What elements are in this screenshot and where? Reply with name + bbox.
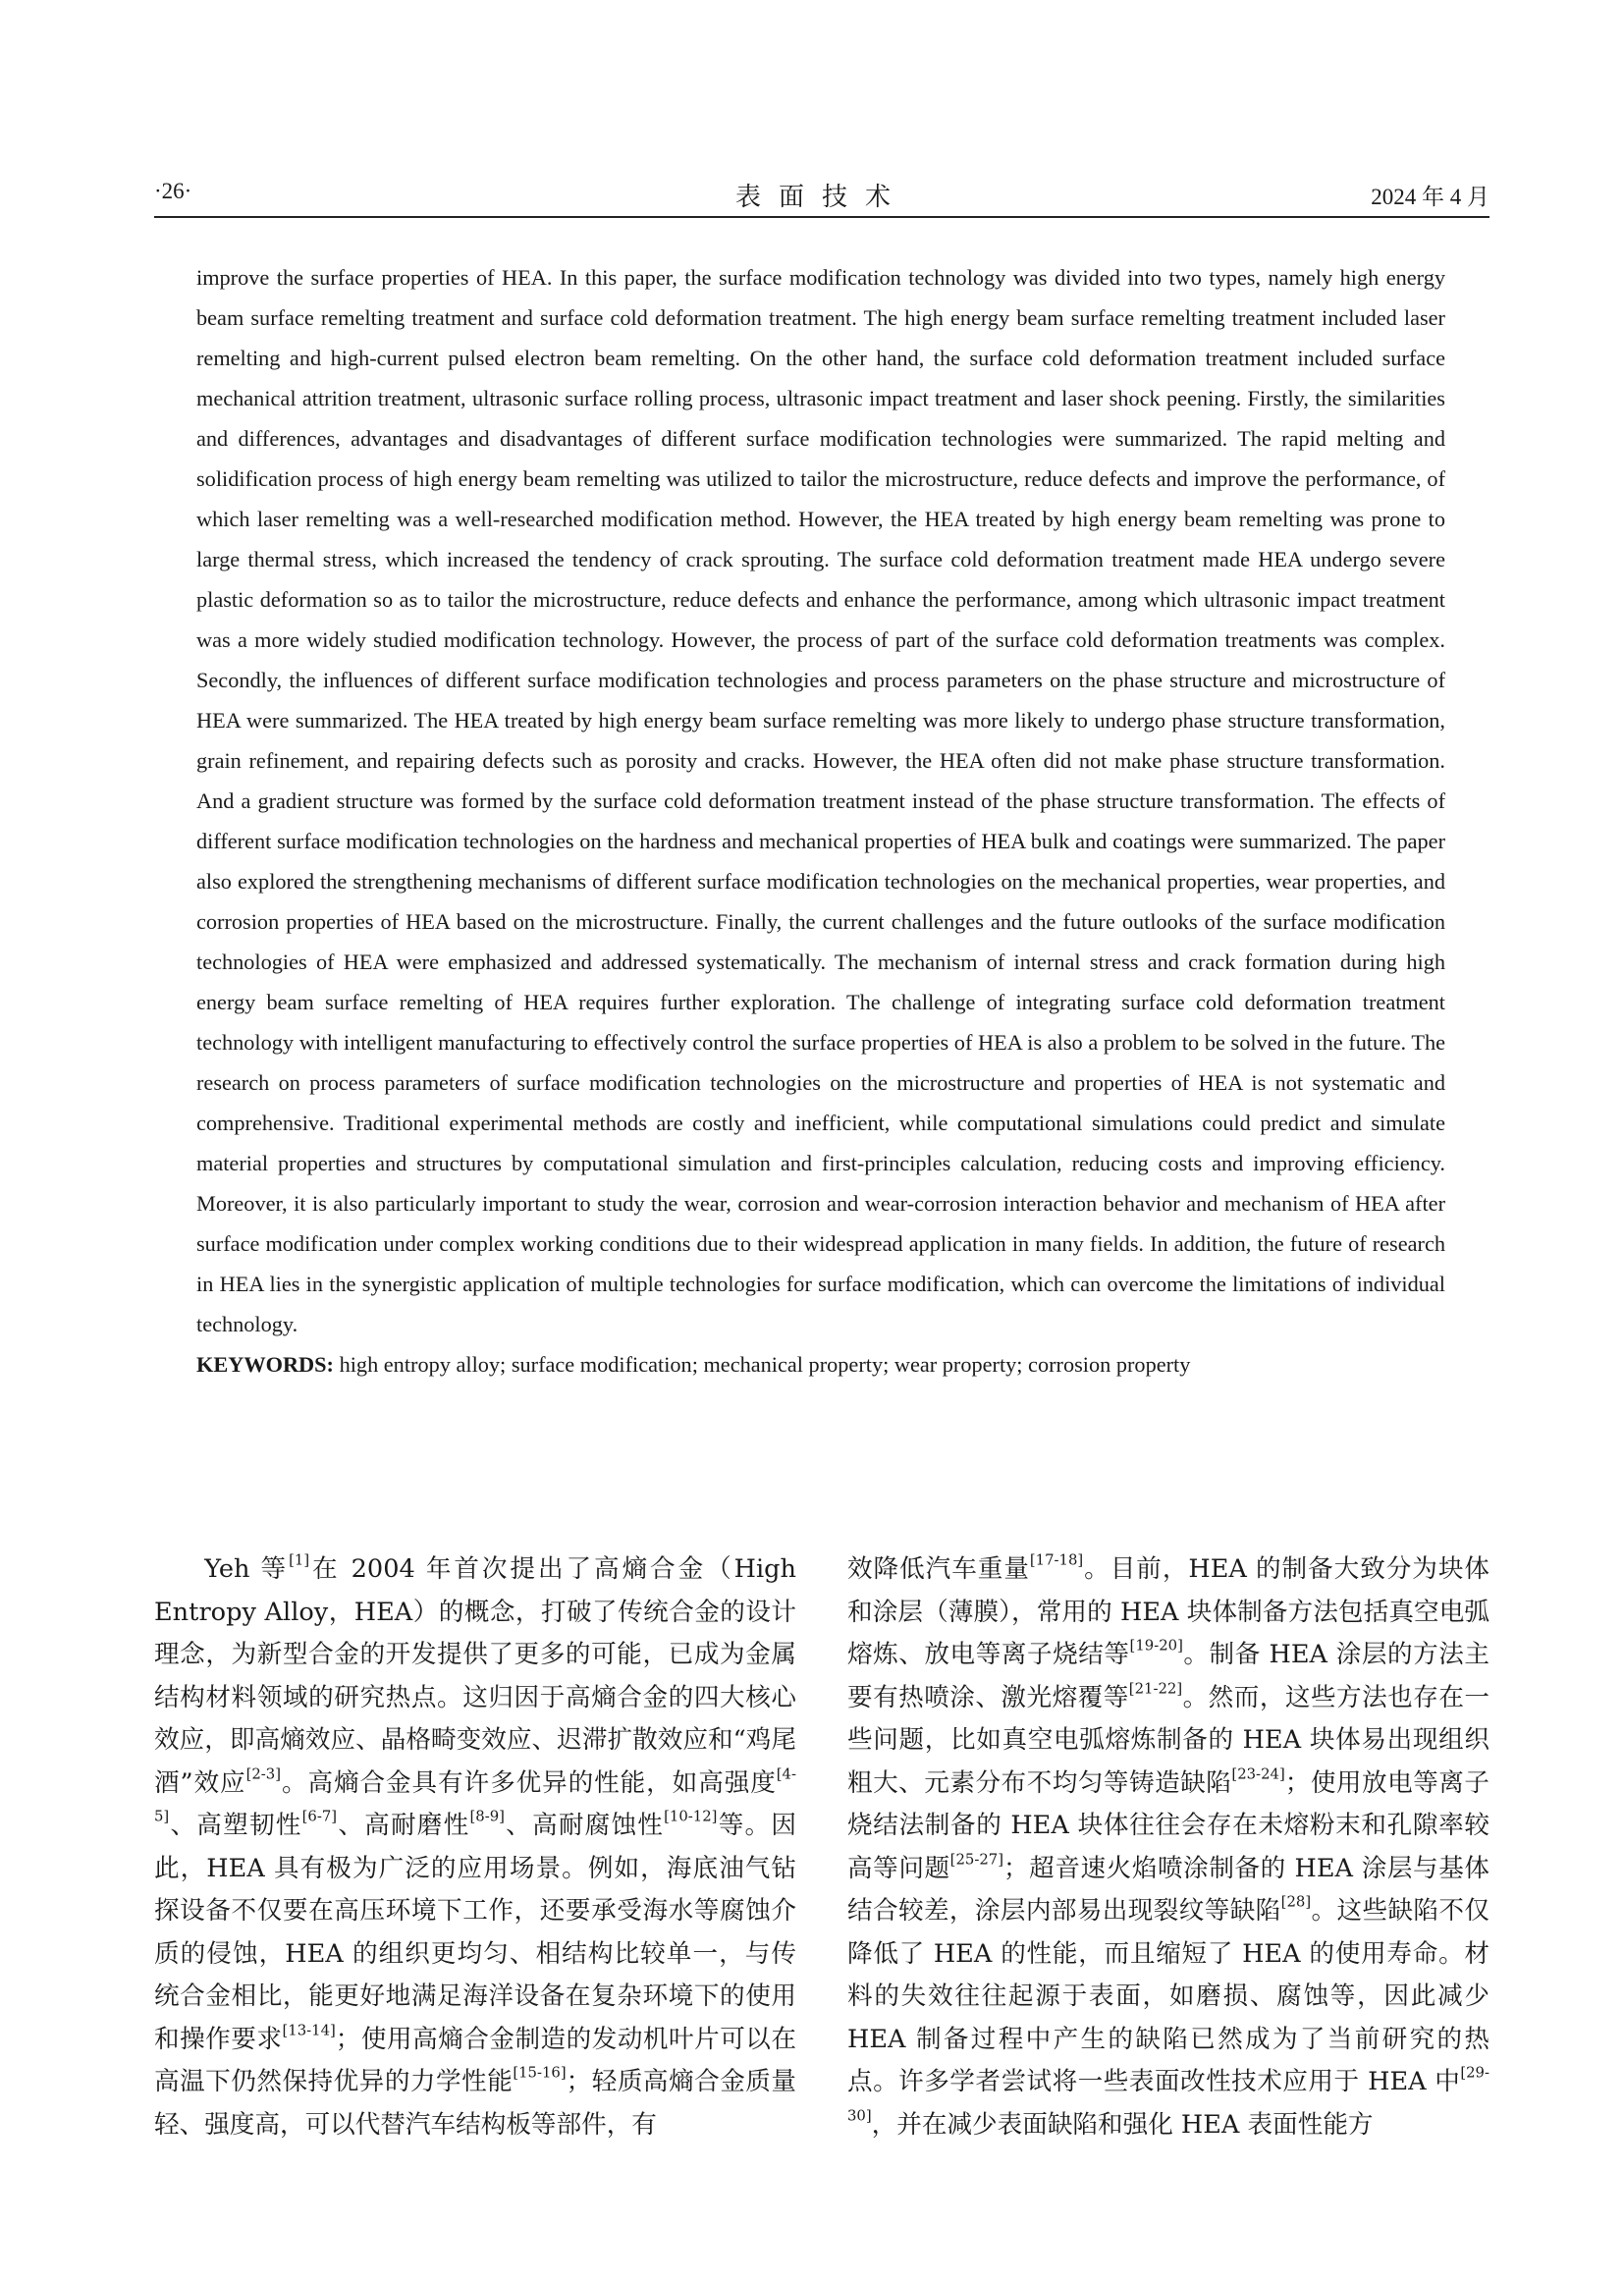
body-text: ；超音速火焰喷涂制备的 HEA 涂层与基体结合较差，涂层内部易出现裂纹等缺陷 xyxy=(847,1853,1489,1926)
body-text: 。然而，这些方法也存在一些问题，比如真空电弧熔炼制备的 HEA 块体易出现组织粗大、元素分布不均匀等铸造缺陷 xyxy=(847,1682,1489,1798)
body-text: ；使用高熵合金制造的发动机叶片可以在高温下仍然保持优异的力学性能 xyxy=(154,2024,796,2096)
citation-ref: [4-5] xyxy=(154,1764,796,1825)
keywords-label: KEYWORDS: xyxy=(196,1352,334,1377)
citation-ref: [17-18] xyxy=(1029,1551,1084,1569)
citation-ref: [10-12] xyxy=(664,1808,718,1825)
left-column xyxy=(154,1548,796,2146)
body-text: ；轻质高熵合金质量轻、强度高，可以代替汽车结构板等部件，有 xyxy=(154,2067,796,2140)
abstract-text: improve the surface properties of HEA. In this paper, the surface modification technology was divided into two types, namely high energy beam surface remelting treatment and surface cold deformation treatment. The high energy beam surface remelting treatment included laser remelting and high-current pulsed electron beam remelting. On the other hand, the surface cold deformation treatment included surface mechanical attrition treatment, ultrasonic surface rolling process, ultrasonic impact treatment and laser shock peening. Firstly, the similarities and differences, advantages and disadvantages of different surface modification technologies were summarized. The rapid melting and solidification process of high energy beam remelting was utilized to tailor the microstructure, reduce defects and improve the performance, of which laser remelting was a well-researched modification method. However, the HEA treated by high energy beam remelting was prone to large thermal stress, which increased the tendency of crack sprouting. The surface cold deformation treatment made HEA undergo severe plastic deformation so as to tailor the microstructure, reduce defects and enhance the performance, among which ultrasonic impact treatment was a more widely studied modification technology. However, the process of part of the surface cold deformation treatments was complex. Secondly, the influences of different surface modification technologies and process parameters on the phase structure and microstructure of HEA were summarized. The HEA treated by high energy beam surface remelting was more likely to undergo phase structure transformation, grain refinement, and repairing defects such as porosity and cracks. However, the HEA often did not make phase structure transformation. And a gradient structure was formed by the surface cold deformation treatment instead of the phase structure transformation. The effects of different surface modification technologies on the hardness and mechanical properties of HEA bulk and coatings were summarized. The paper also explored the strengthening mechanisms of different surface modification technologies on the mechanical properties, wear properties, and corrosion properties of HEA based on the microstructure. Finally, the current challenges and the future outlooks of the surface modification technologies of HEA were emphasized and addressed systematically. The mechanism of internal stress and crack formation during high energy beam surface remelting of HEA requires further exploration. The challenge of integrating surface cold deformation treatment technology with intelligent manufacturing to effectively control the surface properties of HEA is also a problem to be solved in the future. The research on process parameters of surface modification technologies on the microstructure and properties of HEA is not systematic and comprehensive. Traditional experimental methods are costly and inefficient, while computational simulations could predict and simulate material properties and structures by computational simulation and first-principles calculation, reducing costs and improving efficiency. Moreover, it is also particularly important to study the wear, corrosion and wear-corrosion interaction behavior and mechanism of HEA after surface modification under complex working conditions due to their widespread application in many fields. In addition, the future of research in HEA lies in the synergistic application of multiple technologies for surface modification, which can overcome the limitations of individual technology. xyxy=(196,265,1445,1336)
citation-ref: [6-7] xyxy=(301,1808,338,1825)
citation-ref: [13-14] xyxy=(282,2021,336,2038)
journal-title: 表面技术 xyxy=(734,183,908,211)
page-number: ·26· xyxy=(154,179,192,203)
citation-ref: [28] xyxy=(1280,1893,1312,1911)
citation-ref: [25-27] xyxy=(949,1850,1003,1868)
right-column xyxy=(847,1548,1489,2146)
citation-ref: [23-24] xyxy=(1231,1764,1285,1782)
body-text: 。这些缺陷不仅降低了 HEA 的性能，而且缩短了 HEA 的使用寿命。材料的失效往往起源于表面，如磨损、腐蚀等，因此减少 HEA 制备过程中产生的缺陷已然成为了当前研究的热点。许多学者尝试将一些表面改性技术应用于 HEA 中 xyxy=(847,1896,1489,2096)
body-text: Yeh 等 xyxy=(204,1554,290,1584)
body-text: 、高耐腐蚀性 xyxy=(504,1811,665,1840)
citation-ref: [8-9] xyxy=(469,1808,505,1825)
citation-ref: [15-16] xyxy=(513,2064,567,2082)
citation-ref: [19-20] xyxy=(1129,1637,1183,1655)
body-text: 在 2004 年首次提出了高熵合金（High Entropy Alloy，HEA）的概念，打破了传统合金的设计理念，为新型合金的开发提供了更多的可能，已成为金属结构材料领域的研究热点。这归因于高熵合金的四大核心效应，即高熵效应、晶格畸变效应、迟滞扩散效应和“鸡尾酒”效应 xyxy=(154,1554,797,1798)
body-text: 。制备 HEA 涂层的方法主要有热喷涂、激光熔覆等 xyxy=(847,1640,1489,1712)
body-text: 、高耐磨性 xyxy=(337,1811,470,1840)
body-text: ，并在减少表面缺陷和强化 HEA 表面性能方 xyxy=(871,2109,1374,2140)
body-text: 等。因此，HEA 具有极为广泛的应用场景。例如，海底油气钻探设备不仅要在高压环境下工作，还要承受海水等腐蚀介质的侵蚀，HEA 的组织更均匀、相结构比较单一，与传统合金相比，能更好地满足海洋设备在复杂环境下的使用和操作要求 xyxy=(154,1811,796,2054)
english-abstract xyxy=(196,257,1445,1384)
citation-ref: [2-3] xyxy=(245,1764,282,1782)
citation-ref: [1] xyxy=(289,1551,310,1569)
issue-date: 2024 年 4 月 xyxy=(1371,185,1489,209)
citation-ref: [21-22] xyxy=(1128,1679,1183,1697)
keywords-line xyxy=(196,1344,1445,1384)
body-text: 。目前，HEA 的制备大致分为块体和涂层（薄膜），常用的 HEA 块体制备方法包括真空电弧熔炼、放电等离子烧结等 xyxy=(847,1554,1489,1669)
citation-ref: [29-30] xyxy=(847,2064,1489,2124)
body-text: 、高塑韧性 xyxy=(169,1811,302,1840)
running-head xyxy=(154,177,1489,218)
left-column-paragraph xyxy=(154,1548,796,2146)
right-column-paragraph xyxy=(847,1548,1489,2146)
body-columns xyxy=(154,1548,1489,2146)
body-text: 。高熵合金具有许多优异的性能，如高强度 xyxy=(281,1767,777,1798)
body-text: ；使用放电等离子烧结法制备的 HEA 块体往往会存在未熔粉末和孔隙率较高等问题 xyxy=(847,1767,1489,1883)
keywords-list: high entropy alloy; surface modification; mechanical property; wear property; corrosion property xyxy=(334,1352,1191,1377)
body-text: 效降低汽车重量 xyxy=(847,1554,1030,1584)
